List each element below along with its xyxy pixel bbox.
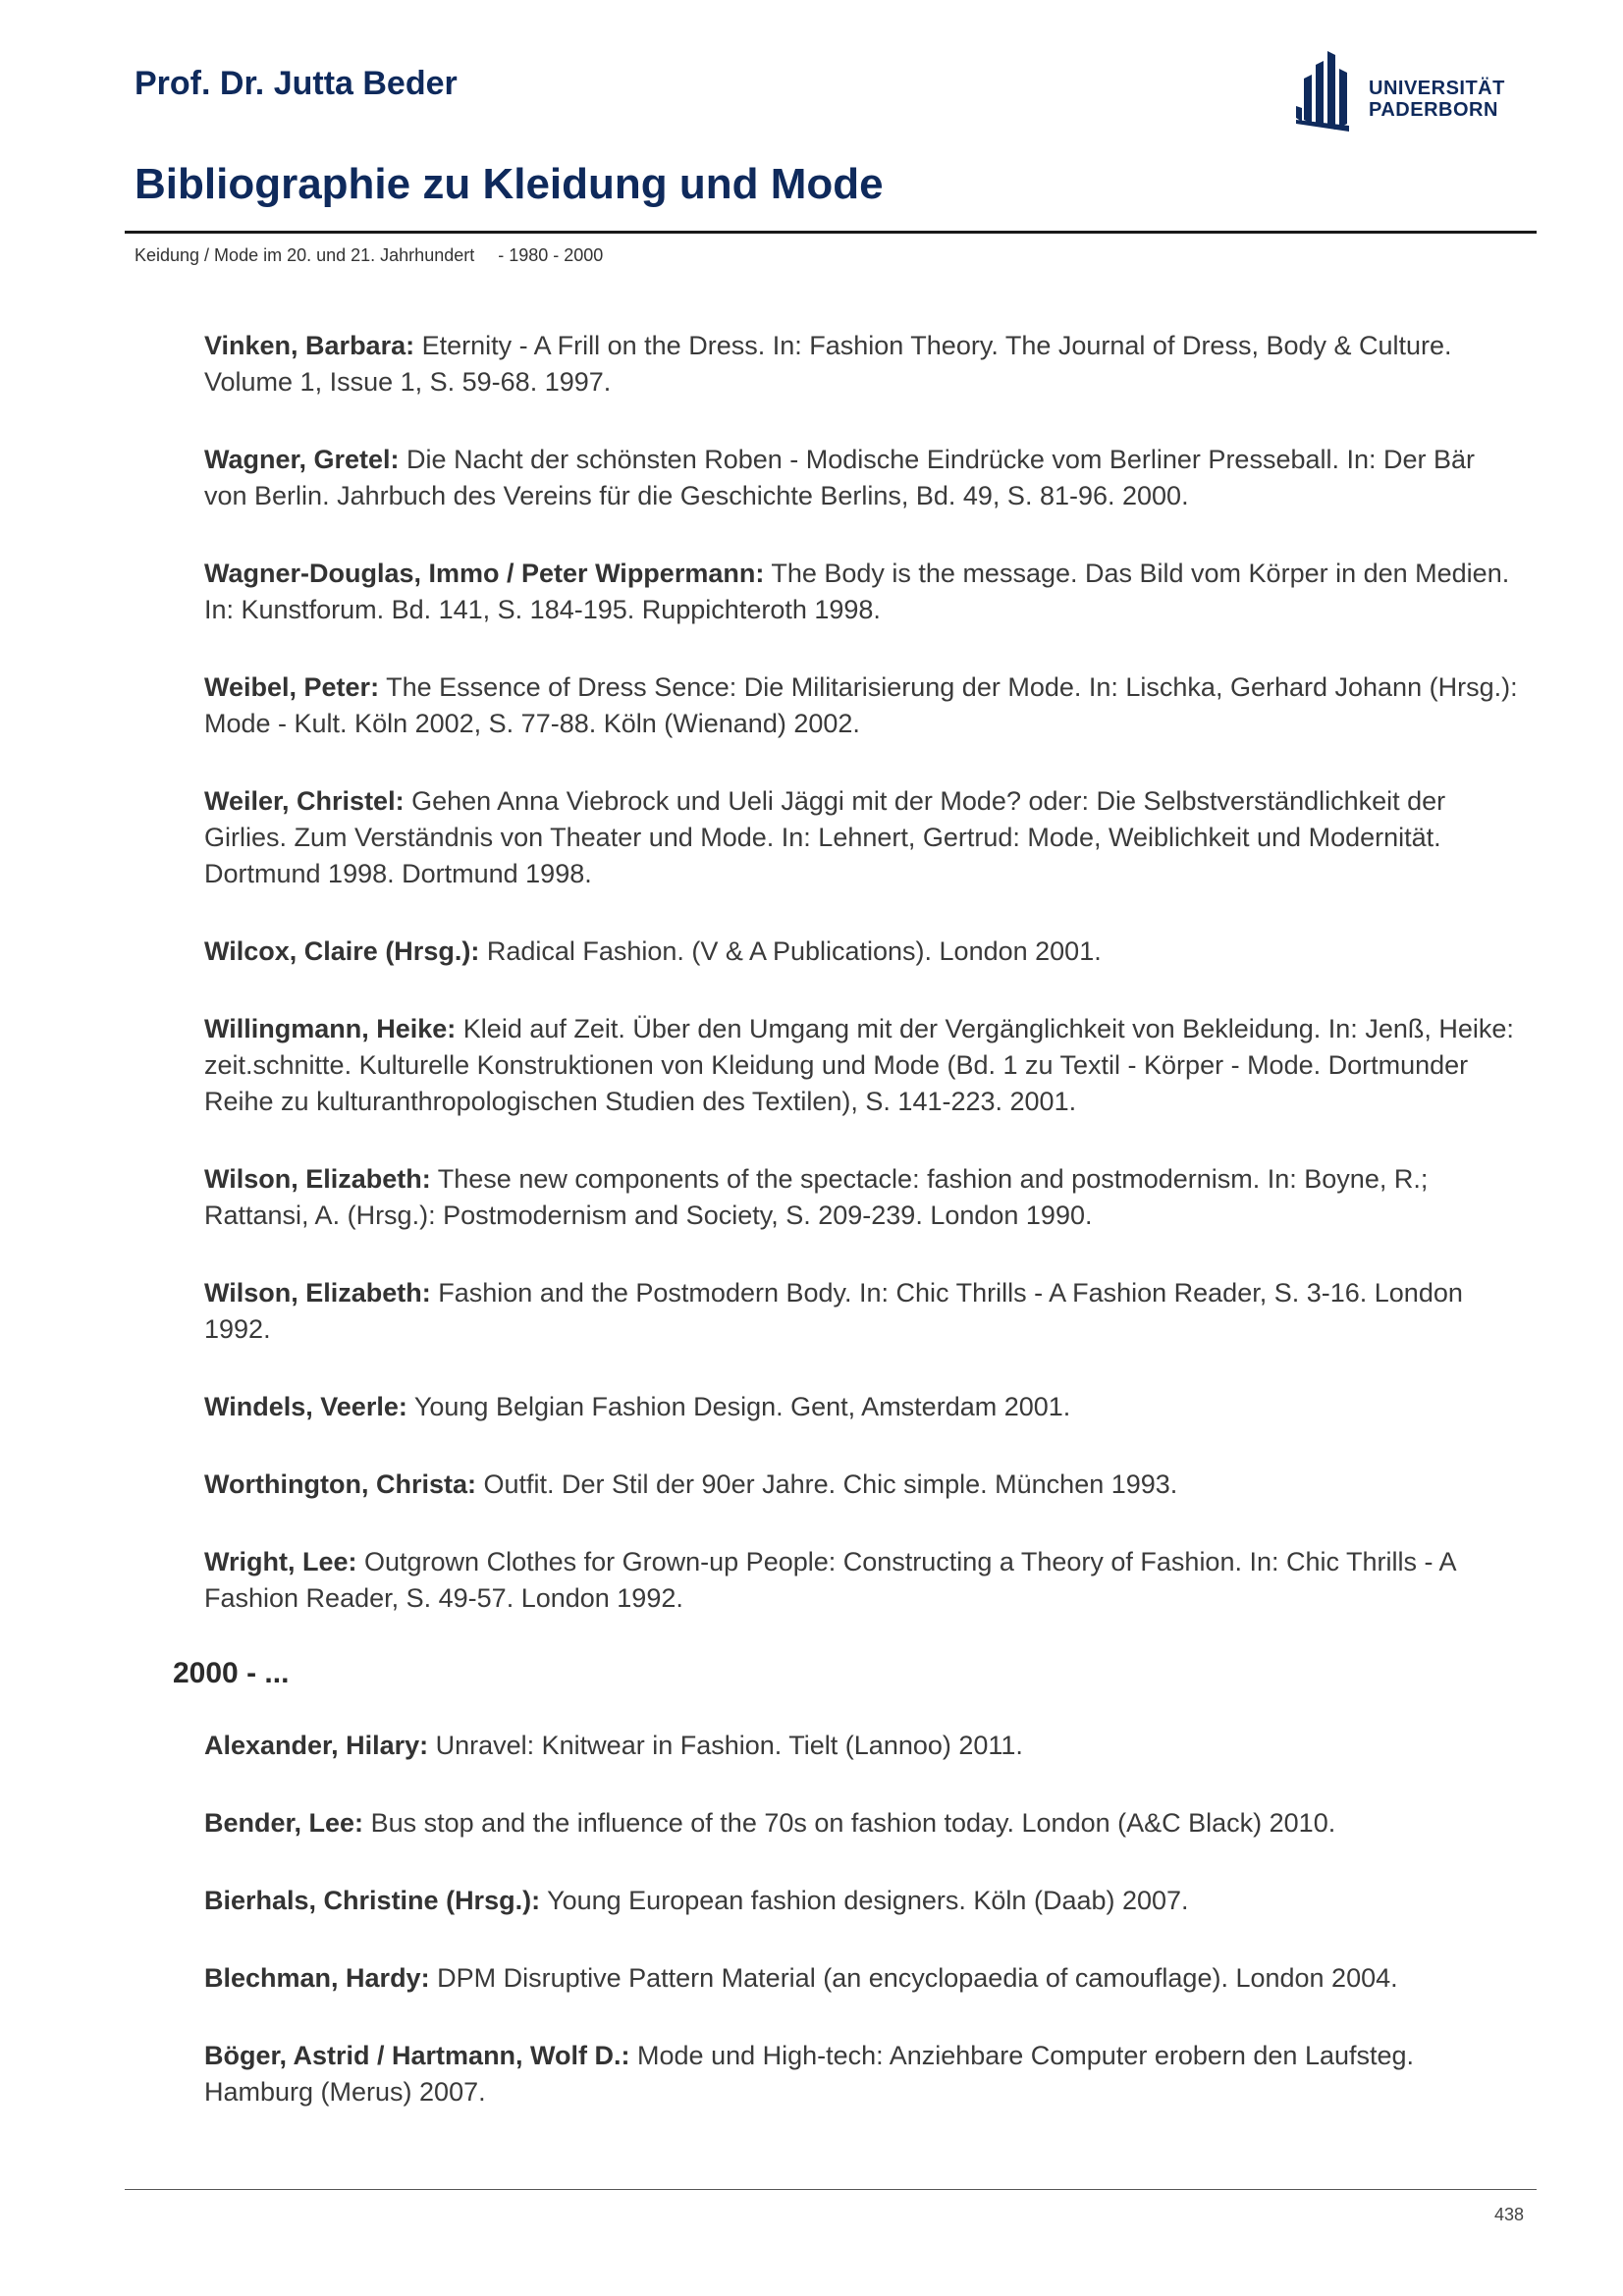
bibliography-entry — [204, 934, 1520, 970]
entry-author: Wilson, Elizabeth: — [204, 1164, 431, 1194]
entry-author: Weibel, Peter: — [204, 672, 380, 702]
section-heading-2000: 2000 - ... — [173, 1657, 290, 1689]
entry-author: Wilcox, Claire (Hrsg.): — [204, 936, 480, 966]
entry-author: Blechman, Hardy: — [204, 1963, 430, 1993]
bibliography-entry — [204, 1728, 1520, 1764]
entry-author: Alexander, Hilary: — [204, 1731, 429, 1760]
page-title: Bibliographie zu Kleidung und Mode — [135, 160, 884, 208]
entry-author: Wagner, Gretel: — [204, 445, 400, 474]
entry-citation: Unravel: Knitwear in Fashion. Tielt (Lannoo) 2011. — [428, 1731, 1023, 1760]
bibliography-entry — [204, 783, 1520, 892]
subtitle-range: - 1980 - 2000 — [498, 245, 604, 265]
entry-author: Wright, Lee: — [204, 1547, 357, 1576]
subtitle-text: Keidung / Mode im 20. und 21. Jahrhundert — [135, 245, 475, 265]
bibliography-entry — [204, 1275, 1520, 1348]
entry-author: Böger, Astrid / Hartmann, Wolf D.: — [204, 2041, 630, 2070]
entry-citation: Young European fashion designers. Köln (Daab) 2007. — [540, 1886, 1189, 1915]
bibliography-entry — [204, 669, 1520, 742]
university-emblem-icon — [1294, 51, 1363, 132]
bibliography-entry — [204, 1161, 1520, 1234]
entry-citation: Young Belgian Fashion Design. Gent, Amsterdam 2001. — [406, 1392, 1071, 1421]
header-divider — [125, 231, 1537, 234]
bibliography-entry — [204, 1389, 1520, 1425]
university-name — [1369, 78, 1505, 121]
entry-author: Worthington, Christa: — [204, 1469, 476, 1499]
bibliography-entry — [204, 1960, 1520, 1997]
author-name: Prof. Dr. Jutta Beder — [135, 65, 458, 102]
entry-citation: Eternity - A Frill on the Dress. In: Fashion Theory. The Journal of Dress, Body & Culture. Volume 1, Issue 1, S. 59-68. 1997. — [204, 331, 1452, 397]
entry-citation: DPM Disruptive Pattern Material (an encyclopaedia of camouflage). London 2004. — [429, 1963, 1398, 1993]
entry-citation: These new components of the spectacle: fashion and postmodernism. In: Boyne, R.; Rattansi, A. (Hrsg.): Postmodernism and Society, S. 209-239. London 1990. — [204, 1164, 1429, 1230]
entries-1980-2000 — [204, 328, 1520, 1617]
entry-citation: Radical Fashion. (V & A Publications). London 2001. — [479, 936, 1102, 966]
entry-author: Wagner-Douglas, Immo / Peter Wippermann: — [204, 559, 765, 588]
university-logo — [1294, 51, 1530, 132]
bibliography-entry — [204, 2038, 1520, 2110]
entry-author: Bender, Lee: — [204, 1808, 364, 1838]
page-number: 438 — [1493, 2205, 1524, 2224]
section-subtitle — [135, 245, 603, 266]
entries-2000-onward — [204, 1728, 1520, 2110]
entry-author: Willingmann, Heike: — [204, 1014, 457, 1043]
entry-citation: Gehen Anna Viebrock und Ueli Jäggi mit der Mode? oder: Die Selbstverständlichkeit der Girlies. Zum Verständnis von Theater und Mode. In: Lehnert, Gertrud: Mode, Weiblichkeit und Modernität. Dortmund 1998. Dortmund 1998. — [204, 786, 1446, 888]
bibliography-entry — [204, 556, 1520, 628]
bibliography-entry — [204, 1805, 1520, 1842]
entry-citation: The Body is the message. Das Bild vom Körper in den Medien. In: Kunstforum. Bd. 141, S. 184-195. Ruppichteroth 1998. — [204, 559, 1510, 624]
entry-citation: Outfit. Der Stil der 90er Jahre. Chic simple. München 1993. — [475, 1469, 1178, 1499]
bibliography-list — [173, 328, 1520, 2152]
entry-citation: Fashion and the Postmodern Body. In: Chic Thrills - A Fashion Reader, S. 3-16. London 1992. — [204, 1278, 1463, 1344]
entry-citation: Kleid auf Zeit. Über den Umgang mit der Vergänglichkeit von Bekleidung. In: Jenß, Heike: zeit.schnitte. Kulturelle Konstruktionen von Kleidung und Mode (Bd. 1 zu Textil - Körper - Mode. Dortmunder Reihe zu kulturanthropologischen Studien des Textilen), S. 141-223. 2001. — [204, 1014, 1514, 1116]
entry-author: Windels, Veerle: — [204, 1392, 407, 1421]
entry-author: Vinken, Barbara: — [204, 331, 415, 360]
university-name-line2: PADERBORN — [1369, 99, 1498, 121]
bibliography-entry — [204, 1883, 1520, 1919]
bibliography-entry — [204, 442, 1520, 514]
entry-author: Wilson, Elizabeth: — [204, 1278, 431, 1308]
entry-citation: Outgrown Clothes for Grown-up People: Constructing a Theory of Fashion. In: Chic Thrills - A Fashion Reader, S. 49-57. London 1992. — [204, 1547, 1456, 1613]
bibliography-entry — [204, 328, 1520, 400]
entry-author: Weiler, Christel: — [204, 786, 405, 816]
bibliography-entry — [204, 1011, 1520, 1120]
university-name-line1: UNIVERSITÄT — [1369, 78, 1505, 99]
entry-citation: Die Nacht der schönsten Roben - Modische Eindrücke vom Berliner Presseball. In: Der Bär von Berlin. Jahrbuch des Vereins für die Geschichte Berlins, Bd. 49, S. 81-96. 2000. — [204, 445, 1476, 510]
entry-citation: Mode und High-tech: Anziehbare Computer erobern den Laufsteg. Hamburg (Merus) 2007. — [204, 2041, 1415, 2107]
bibliography-entry — [204, 1544, 1520, 1617]
footer-divider — [125, 2189, 1537, 2190]
entry-citation: The Essence of Dress Sence: Die Militarisierung der Mode. In: Lischka, Gerhard Johann (Hrsg.): Mode - Kult. Köln 2002, S. 77-88. Köln (Wienand) 2002. — [204, 672, 1518, 738]
entry-author: Bierhals, Christine (Hrsg.): — [204, 1886, 541, 1915]
entry-citation: Bus stop and the influence of the 70s on fashion today. London (A&C Black) 2010. — [363, 1808, 1336, 1838]
bibliography-entry — [204, 1467, 1520, 1503]
